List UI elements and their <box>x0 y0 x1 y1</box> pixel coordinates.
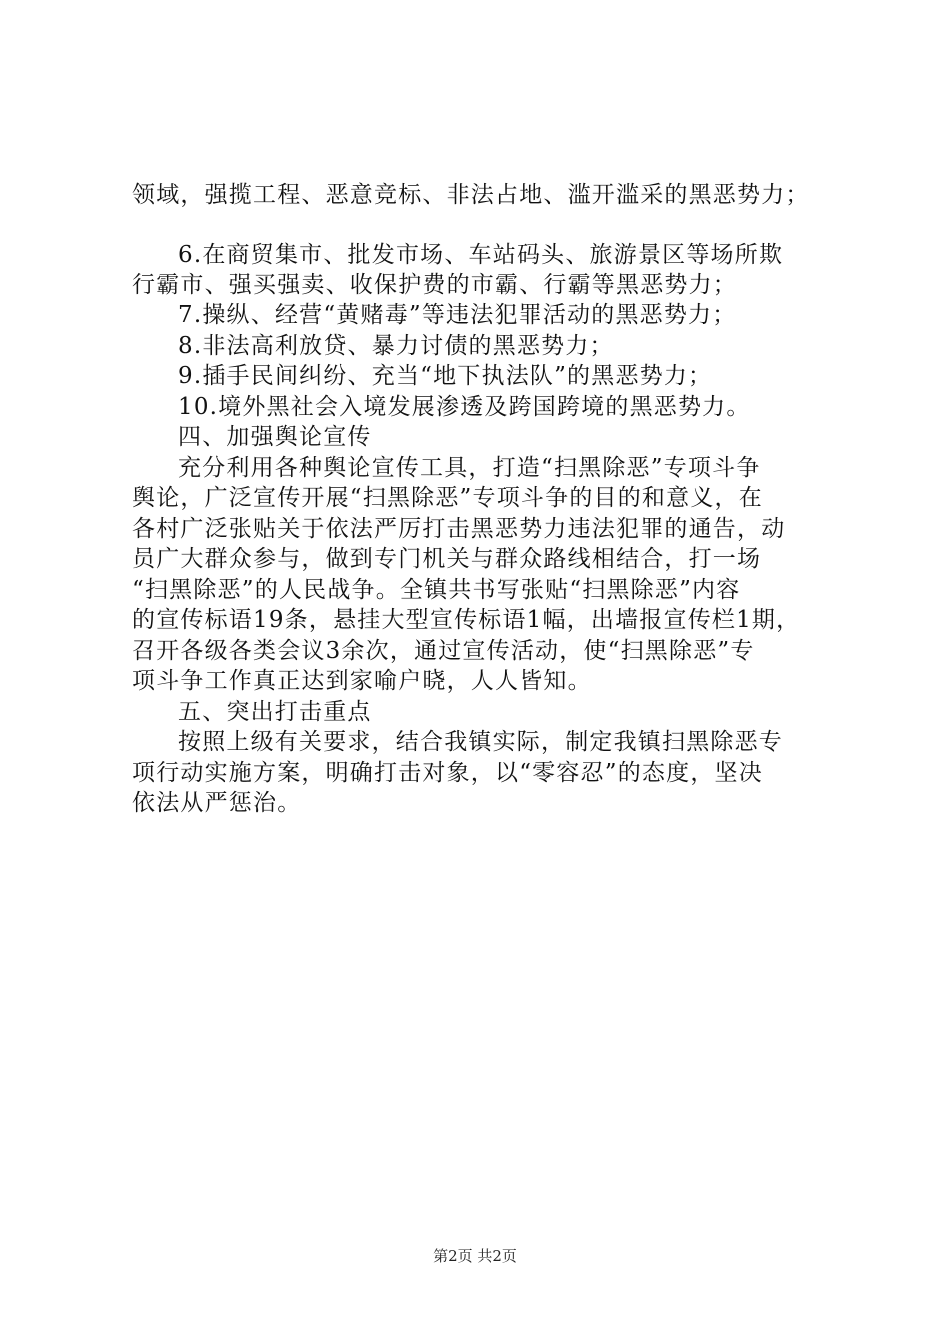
paragraph-line: 各村广泛张贴关于依法严厉打击黑恶势力违法犯罪的通告，动 <box>132 516 786 542</box>
paragraph-line: 召开各级各类会议3余次，通过宣传活动，使“扫黑除恶”专 <box>132 638 755 664</box>
paragraph-line: 的宣传标语19条，悬挂大型宣传标语1幅，出墙报宣传栏1期， <box>132 607 801 633</box>
paragraph-line: 项斗争工作真正达到家喻户晓，人人皆知。 <box>132 668 592 694</box>
page-number-footer: 第2页 共2页 <box>433 1247 517 1265</box>
section-heading-5: 五、突出打击重点 <box>178 699 372 725</box>
paragraph-line: 舆论，广泛宣传开展“扫黑除恶”专项斗争的目的和意义，在 <box>132 485 763 511</box>
section-heading-4: 四、加强舆论宣传 <box>178 424 372 450</box>
paragraph-line: 员广大群众参与，做到专门机关与群众路线相结合，打一场 <box>132 546 762 572</box>
list-item-9: 9.插手民间纠纷、充当“地下执法队”的黑恶势力； <box>178 363 713 389</box>
paragraph-line: 领域，强揽工程、恶意竞标、非法占地、滥开滥采的黑恶势力； <box>132 182 810 208</box>
list-item-6-line-1: 6.在商贸集市、批发市场、车站码头、旅游景区等场所欺 <box>178 242 784 268</box>
paragraph-line: 项行动实施方案，明确打击对象，以“零容忍”的态度，坚决 <box>132 760 763 786</box>
paragraph-line: “扫黑除恶”的人民战争。全镇共书写张贴“扫黑除恶”内容 <box>132 577 741 603</box>
list-item-7: 7.操纵、经营“黄赌毒”等违法犯罪活动的黑恶势力； <box>178 302 737 328</box>
list-item-6-line-2: 行霸市、强买强卖、收保护费的市霸、行霸等黑恶势力； <box>132 272 737 298</box>
paragraph-line: 依法从严惩治。 <box>132 790 302 816</box>
paragraph-line: 按照上级有关要求，结合我镇实际，制定我镇扫黑除恶专 <box>178 729 783 755</box>
list-item-8: 8.非法高利放贷、暴力讨债的黑恶势力； <box>178 333 614 359</box>
paragraph-line: 充分利用各种舆论宣传工具，打造“扫黑除恶”专项斗争 <box>178 455 761 481</box>
list-item-10: 10.境外黑社会入境发展渗透及跨国跨境的黑恶势力。 <box>178 394 751 420</box>
